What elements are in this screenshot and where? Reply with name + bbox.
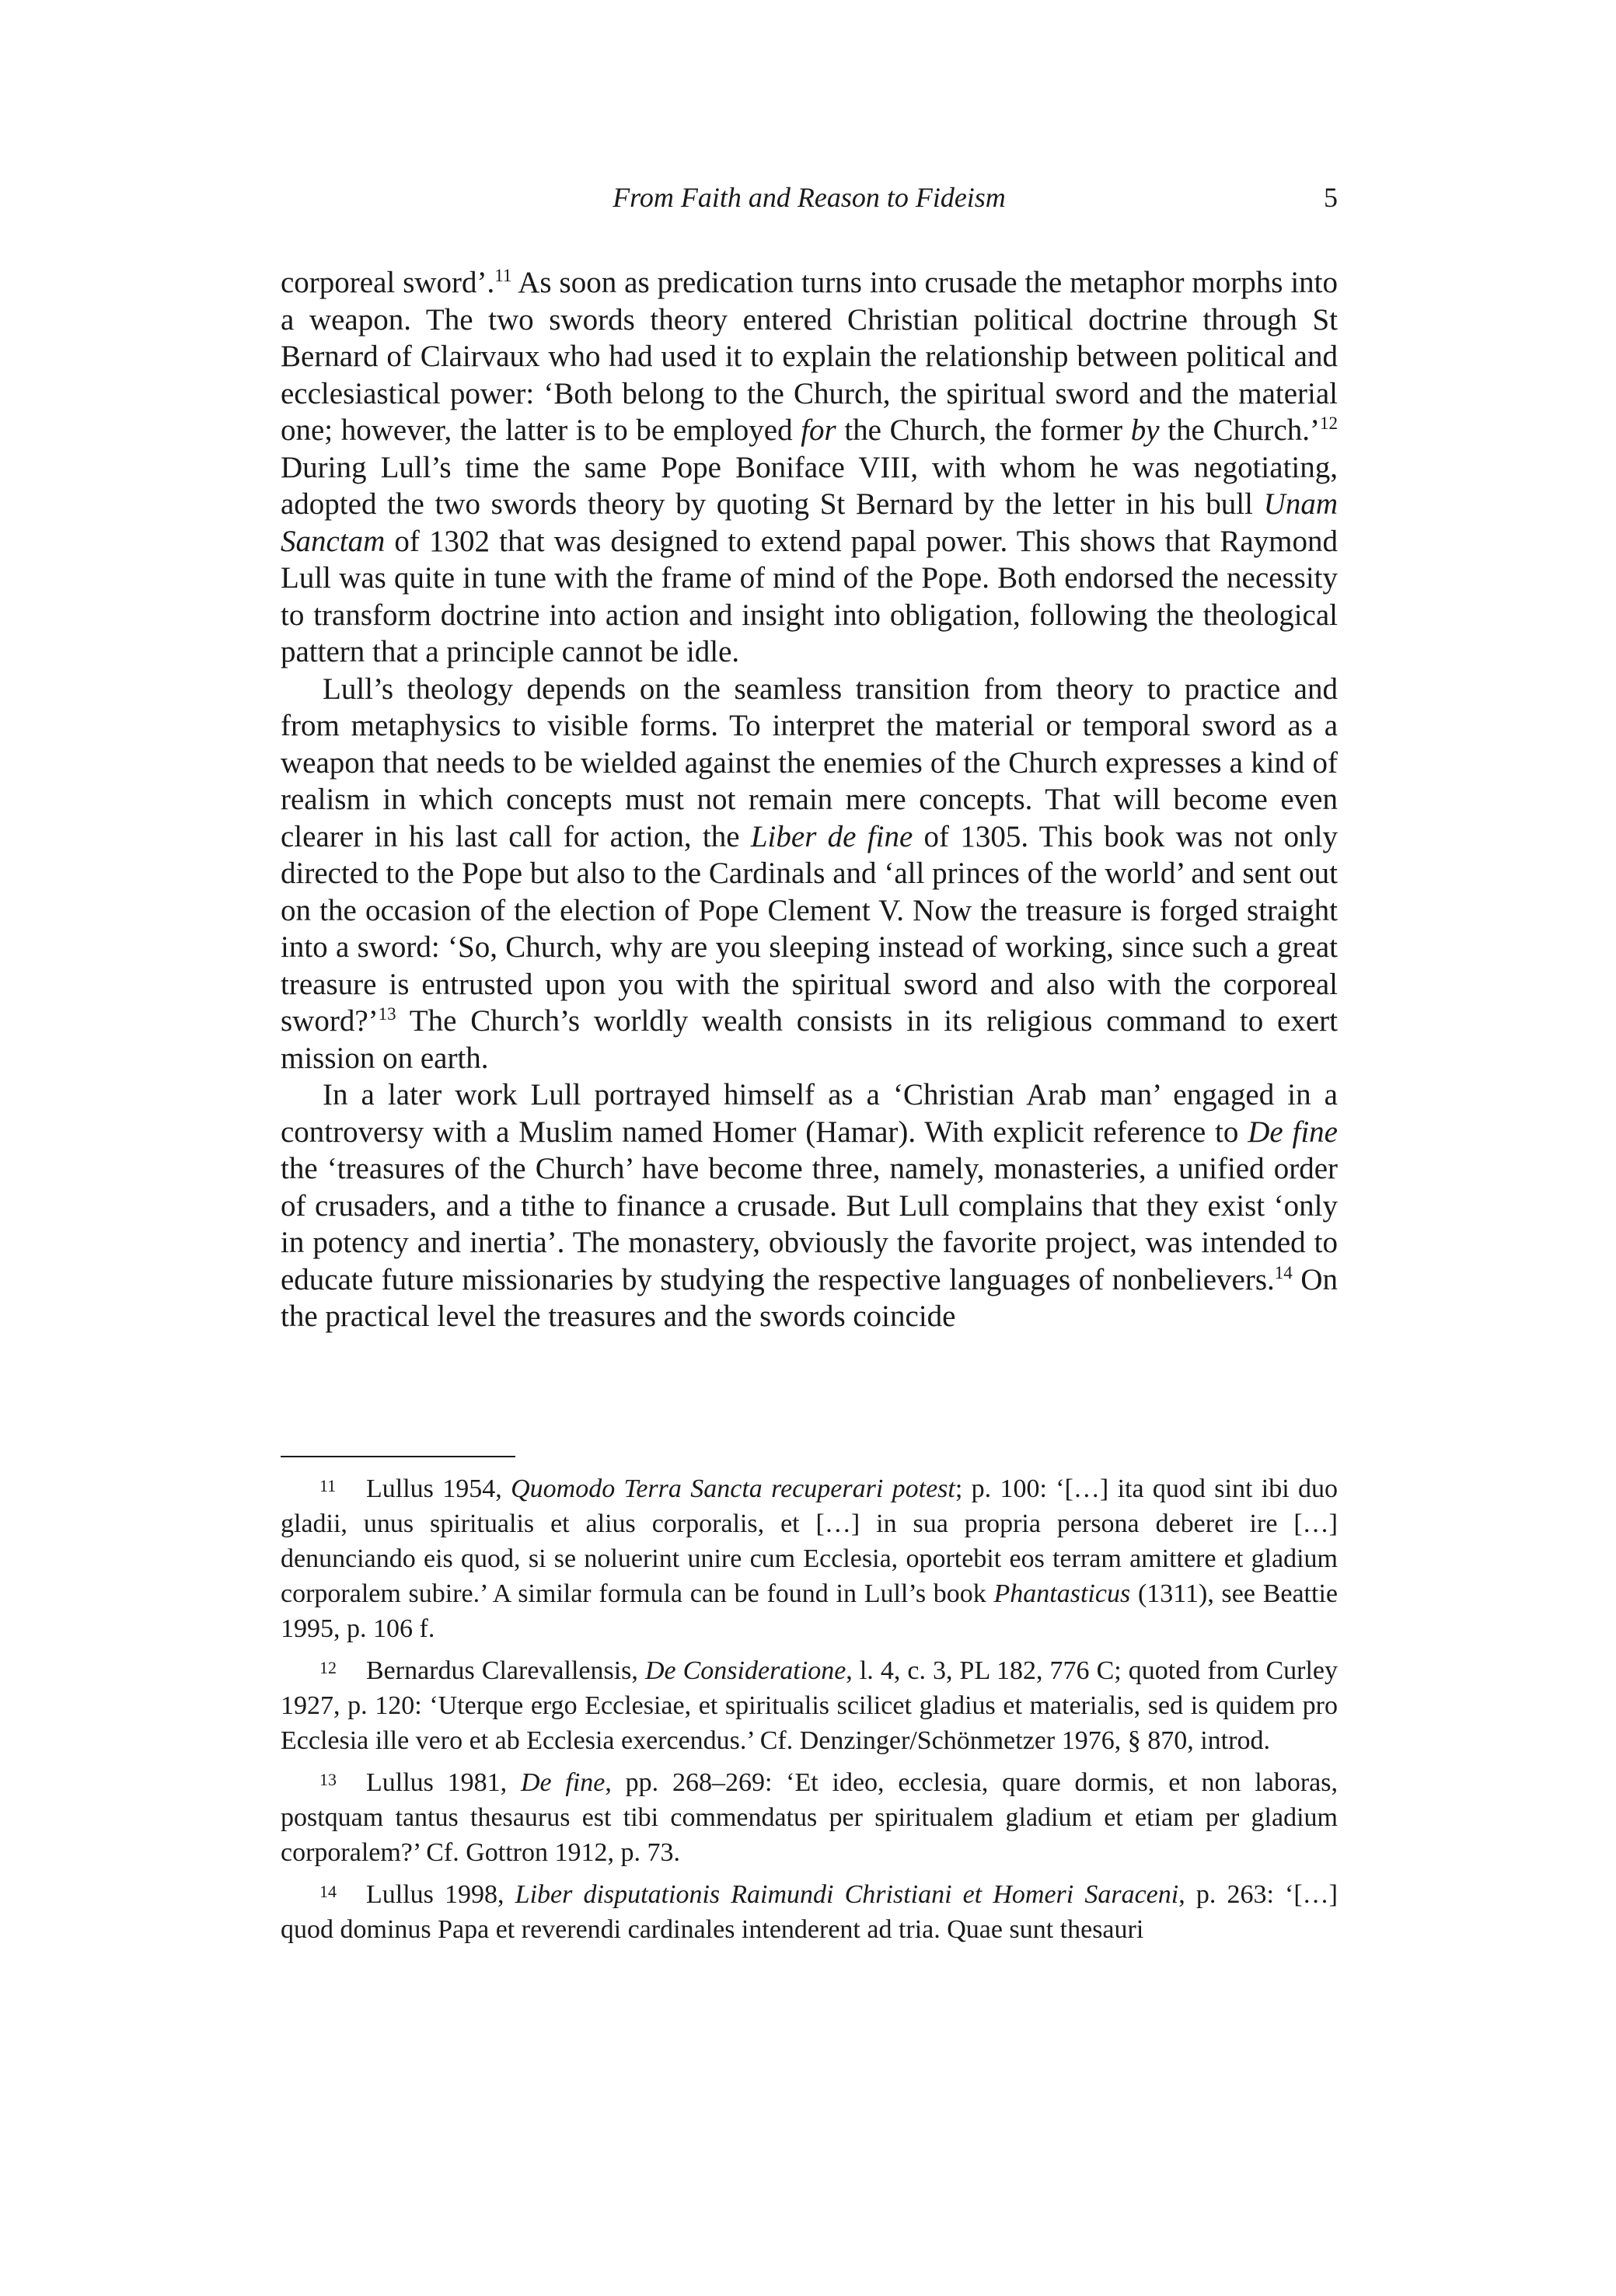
footnote-number: 14: [319, 1882, 337, 1901]
paragraph-1: [281, 264, 1338, 671]
title-de-consideratione: De Consideratione: [644, 1656, 846, 1685]
title-liber-de-fine: Liber de fine: [750, 819, 913, 853]
title-quomodo: Quomodo Terra Sancta recuperari potest: [511, 1474, 955, 1503]
footnote-12: [281, 1653, 1338, 1758]
title-unam-sanctam: Unam Sanctam: [281, 487, 1338, 558]
footnotes: [281, 1471, 1338, 1954]
footnote-ref-11[interactable]: 11: [494, 266, 512, 285]
title-de-fine: De fine: [520, 1768, 606, 1797]
title-phantasticus: Phantasticus: [993, 1579, 1131, 1608]
footnote-ref-14[interactable]: 14: [1274, 1262, 1293, 1282]
text-run: the Church.’: [1159, 413, 1320, 447]
text-run: the Church, the former: [836, 413, 1131, 447]
text-run: Lullus 1954,: [366, 1474, 511, 1503]
text-run: the ‘treasures of the Church’ have become three, namely, monasteries, a unified order of crusaders, and a tithe to finance a crusade. But Lull complains that they exist ‘only in potency and inertia’. The monastery, obviously the favorite project, was intended to educate future missionaries by studying the respective languages of nonbelievers.: [281, 1152, 1338, 1296]
text-run: , pp. 268–269: ‘Et ideo, ecclesia, quare dormis, et non laboras, postquam tantus thesaurus est tibi commendatus per spiritualem gladium et etiam per gladium corporalem?’ Cf. Gottron 1912, p. 73.: [281, 1768, 1338, 1867]
body-text: [281, 264, 1338, 1335]
running-title: From Faith and Reason to Fideism: [613, 182, 1006, 213]
text-run: Lullus 1998,: [366, 1880, 515, 1909]
footnote-11: [281, 1471, 1338, 1646]
text-run: corporeal sword’.: [281, 266, 495, 299]
title-liber-disputationis: Liber disputationis Raimundi Christiani et Homeri Saraceni: [515, 1880, 1179, 1909]
emphasis-for: for: [801, 413, 836, 447]
text-run: of 1302 that was designed to extend papal power. This shows that Raymond Lull was quite in tune with the frame of mind of the Pope. Both endorsed the necessity to transform doctrine into action and insight into obligation, following the theological pattern that a principle cannot be idle.: [281, 524, 1338, 668]
footnote-number: 13: [319, 1770, 337, 1789]
text-run: As soon as predication turns into crusade the metaphor morphs into a weapon. The two swords theory entered Christian political doctrine through St Bernard of Clairvaux who had used it to explain the relationship between political and ecclesiastical power: ‘Both belong to the Church, the spiritual sword and the material one; however, the latter is to be employed: [281, 266, 1339, 447]
page-number: 5: [1324, 182, 1338, 213]
footnote-13: [281, 1765, 1338, 1870]
text-run: ; p. 100: ‘[…] ita quod sint ibi duo gladii, unus spiritualis et alius corporalis, et […] in sua propria persona deberet ire […] denunciando eis quod, si se noluerint unire cum Ecclesia, oportebit eos terram amittere et gladium corporalem subire.’ A similar formula can be found in Lull’s book: [281, 1474, 1338, 1608]
title-de-fine: De fine: [1248, 1115, 1338, 1149]
footnote-14: [281, 1877, 1338, 1947]
text-run: of 1305. This book was not only directed to the Pope but also to the Cardinals and ‘all princes of the world’ and sent out on the occasion of the election of Pope Clement V. Now the treasure is forged straight into a sword: ‘So, Church, why are you sleeping instead of working, since such a great treasure is entrusted upon you with the spiritual sword and also with the corporeal sword?’: [281, 819, 1338, 1038]
text-run: Lull’s theology depends on the seamless transition from theory to practice and from metaphysics to visible forms. To interpret the material or temporal sword as a weapon that needs to be wielded against the enemies of the Church expresses a kind of realism in which concepts must not remain mere concepts. That will become even clearer in his last call for action, the: [281, 672, 1338, 853]
footnote-ref-12[interactable]: 12: [1320, 413, 1338, 433]
text-run: , p. 263: ‘[…] quod dominus Papa et reverendi cardinales intenderent ad tria. Quae sunt thesauri: [281, 1880, 1338, 1944]
text-run: On the practical level the treasures and the swords coincide: [281, 1262, 1338, 1333]
text-run: (1311), see Beattie 1995, p. 106 f.: [281, 1579, 1338, 1643]
text-run: Lullus 1981,: [366, 1768, 521, 1797]
text-run: In a later work Lull portrayed himself as a ‘Christian Arab man’ engaged in a controversy with a Muslim named Homer (Hamar). With explicit reference to: [281, 1078, 1338, 1149]
text-run: , l. 4, c. 3, PL 182, 776 C; quoted from Curley 1927, p. 120: ‘Uterque ergo Ecclesiae, et spiritualis scilicet gladius et materialis, sed is quidem pro Ecclesia ille vero et ab Ecclesia exercendus.’ Cf. Denzinger/Schönmetzer 1976, § 870, introd.: [281, 1656, 1338, 1755]
footnote-number: 12: [319, 1658, 337, 1677]
footnote-ref-13[interactable]: 13: [378, 1004, 396, 1024]
text-run: The Church’s worldly wealth consists in its religious command to exert mission on earth.: [281, 1004, 1338, 1075]
text-run: Bernardus Clarevallensis,: [366, 1656, 645, 1685]
emphasis-by: by: [1130, 413, 1160, 447]
text-run: During Lull’s time the same Pope Boniface VIII, with whom he was negotiating, adopted the two swords theory by quoting St Bernard by the letter in his bull: [281, 450, 1338, 521]
footnote-separator: [281, 1456, 515, 1457]
running-header: [281, 177, 1338, 218]
footnote-number: 11: [319, 1476, 337, 1495]
paragraph-2: [281, 671, 1338, 1077]
paragraph-3: [281, 1076, 1338, 1335]
